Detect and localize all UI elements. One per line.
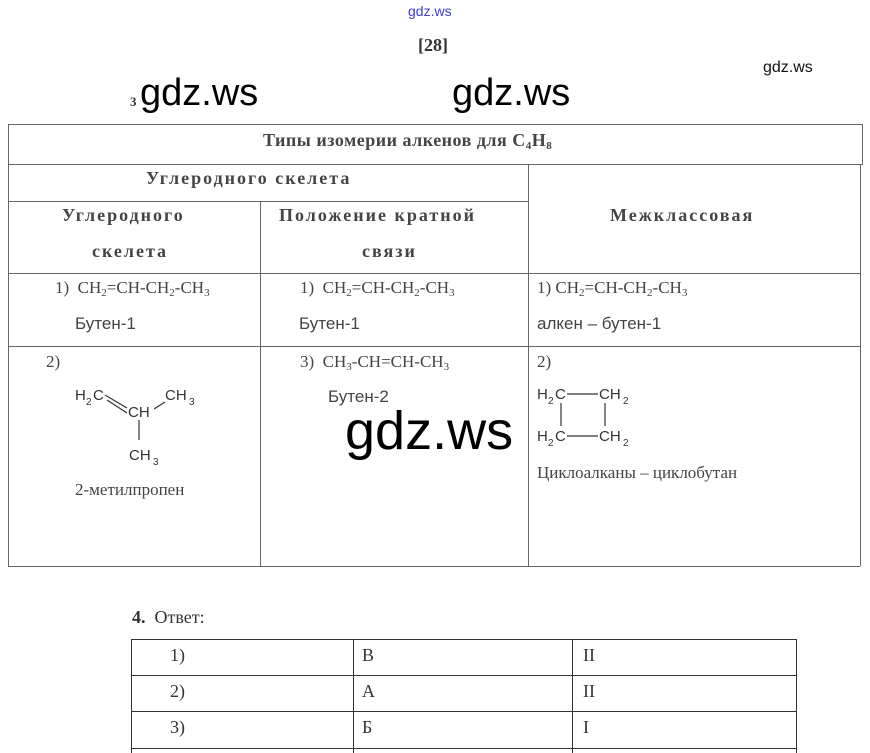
- watermark-left: gdz.ws: [140, 72, 259, 114]
- r1c3-formula: 1) $CH_2=CH-CH_2-CH_3$: [537, 278, 688, 299]
- watermark-side: gdz.ws: [763, 59, 813, 76]
- r2c3-name: Циклоалканы – циклобутан: [537, 463, 738, 482]
- svg-text:H: H: [537, 386, 548, 403]
- r2c2-formula: 3) $CH_3-CH=CH-CH_3$: [300, 352, 450, 373]
- answer-row-2-letter: А: [362, 681, 375, 701]
- svg-text:CH: CH: [128, 404, 150, 421]
- answer-row-1-letter: В: [362, 645, 375, 665]
- answer-row-3-letter: Б: [362, 717, 373, 737]
- answer-row-1-roman: II: [583, 645, 595, 665]
- svg-text:2: 2: [86, 397, 92, 408]
- answer-row-3-num: 3): [170, 717, 185, 737]
- page-number: [28]: [418, 35, 448, 55]
- svg-text:C: C: [555, 386, 566, 403]
- methylpropene-structure: [70, 378, 210, 468]
- r1c2-name: Бутен-1: [299, 314, 360, 333]
- col2-header-line2: связи: [362, 241, 417, 261]
- watermark-top: gdz.ws: [408, 3, 452, 19]
- r2c1-name: 2-метилпропен: [75, 480, 185, 499]
- svg-text:2: 2: [623, 396, 629, 407]
- r1c3-name: алкен – бутен-1: [537, 314, 662, 333]
- group-header: Углеродного скелета: [146, 168, 352, 188]
- svg-text:CH: CH: [599, 386, 621, 403]
- svg-text:C: C: [555, 428, 566, 445]
- col3-header: Межклассовая: [610, 205, 755, 225]
- r1c1-formula: 1) $CH_2=CH-CH_2-CH_3$: [55, 278, 210, 299]
- svg-text:H: H: [537, 428, 548, 445]
- item-number-3: 3: [130, 94, 137, 109]
- answer-row-2-num: 2): [170, 681, 185, 701]
- answer-heading: [132, 607, 205, 628]
- svg-text:CH: CH: [599, 428, 621, 445]
- watermark-center: gdz.ws: [452, 72, 571, 114]
- col2-header-line1: Положение кратной: [279, 205, 476, 225]
- watermark-middle: gdz.ws: [345, 401, 514, 461]
- svg-text:CH: CH: [165, 387, 187, 404]
- svg-text:2: 2: [548, 438, 554, 449]
- r2c1-num: 2): [46, 352, 61, 371]
- svg-text:2: 2: [623, 438, 629, 449]
- answer-number: 4.: [132, 607, 146, 627]
- r1c1-name: Бутен-1: [75, 314, 136, 333]
- cyclobutane-structure: [535, 380, 645, 450]
- svg-text:CH: CH: [129, 447, 151, 464]
- col1-header-line1: Углеродного: [62, 205, 185, 225]
- answer-label: Ответ:: [154, 607, 205, 627]
- answer-row-1-num: 1): [170, 645, 185, 665]
- svg-text:C: C: [93, 387, 104, 404]
- svg-text:3: 3: [153, 457, 159, 468]
- svg-text:2: 2: [548, 396, 554, 407]
- table-title: Типы изомерии алкенов для $C_4H_8$: [263, 130, 553, 152]
- svg-text:H: H: [75, 387, 86, 404]
- answer-row-3-roman: I: [583, 717, 589, 737]
- col1-header-line2: скелета: [92, 241, 169, 261]
- r2c2-name: Бутен-2: [328, 387, 389, 406]
- r2c3-num: 2): [537, 352, 552, 371]
- r1c2-formula: 1) $CH_2=CH-CH_2-CH_3$: [300, 278, 455, 299]
- answer-row-2-roman: II: [583, 681, 595, 701]
- svg-text:3: 3: [189, 397, 195, 408]
